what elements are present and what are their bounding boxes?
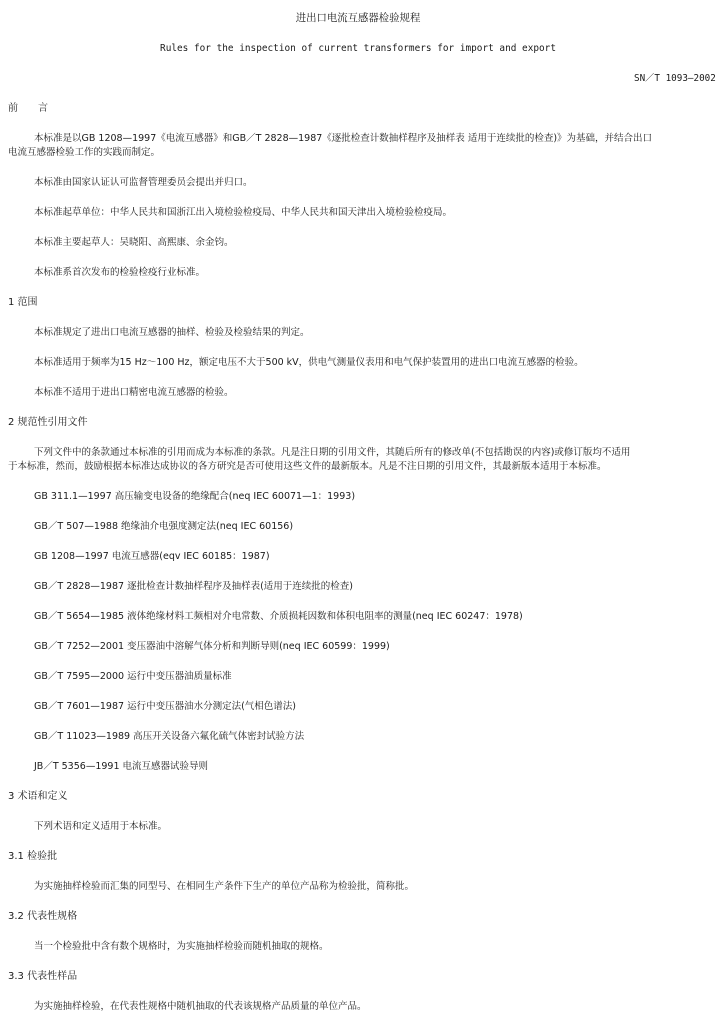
section-3-1-text: 为实施抽样检验而汇集的同型号、在相同生产条件下生产的单位产品称为检验批，简称批。 (34, 881, 415, 892)
section-3-3-text: 为实施抽样检验，在代表性规格中随机抽取的代表该规格产品质量的单位产品。 (34, 1001, 367, 1012)
section-3-3-heading: 3.3 代表性样品 (8, 971, 78, 982)
standard-code: SN／T 1093—2002 (634, 73, 716, 84)
section-3-1-heading: 3.1 检验批 (8, 851, 58, 862)
section-1-paragraph-2: 本标准适用于频率为15 Hz～100 Hz，额定电压不大于500 kV，供电气测量仪表用和电气保护装置用的进出口电流互感器的检验。 (34, 357, 584, 368)
reference-item: GB／T 7252—2001 变压器油中溶解气体分析和判断导则(neq IEC 60599：1999) (34, 641, 390, 652)
foreword-paragraph-1-line-1: 本标准是以GB 1208—1997《电流互感器》和GB／T 2828—1987《逐批检查计数抽样程序及抽样表 适用于连续批的检查)》为基础，并结合出口 (34, 133, 653, 144)
section-1-paragraph-1: 本标准规定了进出口电流互感器的抽样、检验及检验结果的判定。 (34, 327, 310, 338)
foreword-paragraph-1-line-2: 电流互感器检验工作的实践而制定。 (8, 147, 161, 158)
foreword-paragraph-2: 本标准由国家认证认可监督管理委员会提出并归口。 (34, 177, 253, 188)
foreword-paragraph-4: 本标准主要起草人：吴晓阳、高熙康、余金钧。 (34, 237, 234, 248)
section-3-2-heading: 3.2 代表性规格 (8, 911, 78, 922)
foreword-heading: 前 言 (8, 103, 48, 114)
section-3-2-text: 当一个检验批中含有数个规格时，为实施抽样检验而随机抽取的规格。 (34, 941, 329, 952)
reference-item: JB／T 5356—1991 电流互感器试验导则 (34, 761, 209, 772)
reference-item: GB 311.1—1997 高压输变电设备的绝缘配合(neq IEC 60071—1：1993) (34, 491, 356, 502)
reference-item: GB／T 507—1988 绝缘油介电强度测定法(neq IEC 60156) (34, 521, 294, 532)
foreword-paragraph-5: 本标准系首次发布的检验检疫行业标准。 (34, 267, 206, 278)
document-title-cn: 进出口电流互感器检验规程 (295, 12, 421, 24)
foreword-paragraph-3: 本标准起草单位：中华人民共和国浙江出入境检验检疫局、中华人民共和国天津出入境检验检疫局。 (34, 207, 453, 218)
section-1-heading: 1 范围 (8, 297, 38, 308)
section-3-paragraph-1: 下列术语和定义适用于本标准。 (34, 821, 168, 832)
section-2-paragraph-line-2: 于本标准，然而，鼓励根据本标准达成协议的各方研究是否可使用这些文件的最新版本。凡是不注日期的引用文件，其最新版本适用于本标准。 (8, 461, 607, 472)
document-title-en: Rules for the inspection of current transformers for import and export (160, 43, 557, 54)
section-3-heading: 3 术语和定义 (8, 791, 68, 802)
reference-item: GB 1208—1997 电流互感器(eqv IEC 60185：1987) (34, 551, 270, 562)
reference-item: GB／T 5654—1985 液体绝缘材料工频相对介电常数、介质损耗因数和体积电阻率的测量(neq IEC 60247：1978) (34, 611, 523, 622)
section-1-paragraph-3: 本标准不适用于进出口精密电流互感器的检验。 (34, 387, 234, 398)
section-2-paragraph-line-1: 下列文件中的条款通过本标准的引用而成为本标准的条款。凡是注日期的引用文件，其随后所有的修改单(不包括勘误的内容)或修订版均不适用 (34, 447, 631, 458)
section-2-heading: 2 规范性引用文件 (8, 417, 88, 428)
reference-item: GB／T 2828—1987 逐批检查计数抽样程序及抽样表(适用于连续批的检查) (34, 581, 353, 592)
reference-item: GB／T 7601—1987 运行中变压器油水分测定法(气相色谱法) (34, 701, 296, 712)
reference-item: GB／T 7595—2000 运行中变压器油质量标准 (34, 671, 232, 682)
reference-item: GB／T 11023—1989 高压开关设备六氟化硫气体密封试验方法 (34, 731, 305, 742)
